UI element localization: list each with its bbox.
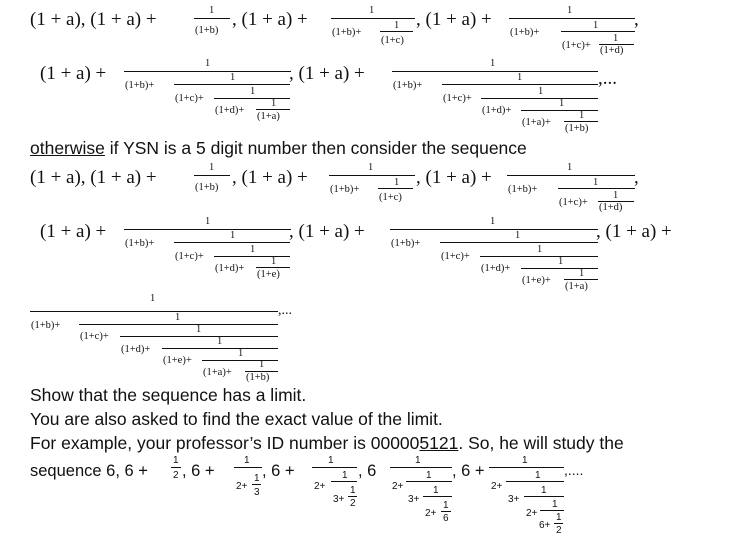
cf-term: (1+c)+ xyxy=(175,93,204,104)
cf-one: 1 xyxy=(209,5,215,16)
ex-one: 1 xyxy=(535,470,541,481)
ex-term: 2+ xyxy=(392,481,404,492)
cf-one: 1 xyxy=(209,162,215,173)
cf-one: 1 xyxy=(567,162,573,173)
cf-one: 1 xyxy=(238,348,244,359)
fraction-bar xyxy=(214,256,290,257)
cf-term: (1+b) xyxy=(246,372,270,383)
cf-one: 1 xyxy=(517,72,523,83)
fraction-bar xyxy=(561,31,635,32)
cf-one: 1 xyxy=(271,256,277,267)
fraction-bar xyxy=(507,175,635,176)
cf-term: (1+d)+ xyxy=(482,105,512,116)
fraction-bar xyxy=(540,510,564,511)
cf-one: 1 xyxy=(250,244,256,255)
fraction-bar xyxy=(380,31,413,32)
fraction-bar xyxy=(481,98,598,99)
underlined-word: otherwise xyxy=(30,138,105,158)
fraction-bar xyxy=(442,84,598,85)
fraction-bar xyxy=(256,109,290,110)
fraction-bar xyxy=(171,467,181,468)
ex-one: 1 xyxy=(254,473,260,484)
row1-text-1: (1 + a), (1 + a) + xyxy=(30,9,157,30)
fraction-bar xyxy=(252,484,261,485)
cf-term: (1+d)+ xyxy=(215,263,245,274)
ex-two: 2 xyxy=(173,470,179,481)
condition-rest: if YSN is a 5 digit number then consider the sequence xyxy=(104,138,527,158)
fraction-bar xyxy=(202,360,278,361)
cf-one: 1 xyxy=(559,98,565,109)
cf-term: (1+e) xyxy=(257,269,280,280)
fraction-bar xyxy=(390,229,598,230)
cf-term: (1+d)+ xyxy=(215,105,245,116)
fraction-bar xyxy=(441,511,451,512)
ex-one: 1 xyxy=(350,485,356,496)
fraction-bar xyxy=(174,242,290,243)
cf-one: 1 xyxy=(567,5,573,16)
fraction-bar xyxy=(30,311,278,312)
cf-one: 1 xyxy=(205,216,211,227)
cf-term: (1+b)+ xyxy=(393,80,423,91)
cf-term: (1+b) xyxy=(195,25,219,36)
row2-text-2: , (1 + a) + xyxy=(289,63,365,84)
fraction-bar xyxy=(331,481,357,482)
cf-one: 1 xyxy=(150,293,156,304)
fraction-bar xyxy=(564,121,598,122)
fraction-bar xyxy=(521,268,598,269)
cf-one: 1 xyxy=(271,98,277,109)
example-c4: , 6 + xyxy=(452,462,485,480)
professor-id: 5121 xyxy=(419,433,459,453)
cf-term: (1+b) xyxy=(195,182,219,193)
cf-term: (1+b)+ xyxy=(125,238,155,249)
fraction-bar xyxy=(256,267,290,268)
fraction-bar xyxy=(214,98,290,99)
row4-text-2: , (1 + a) + xyxy=(289,221,365,242)
cf-term: (1+b)+ xyxy=(31,320,61,331)
fraction-bar xyxy=(524,496,564,497)
cf-term: (1+b)+ xyxy=(508,184,538,195)
example-c1: , 6 + xyxy=(182,462,215,480)
cf-one: 1 xyxy=(394,177,400,188)
fraction-bar xyxy=(564,279,598,280)
ex-term: 3+ xyxy=(408,494,420,505)
ex-one: 1 xyxy=(244,455,250,466)
fraction-bar xyxy=(390,467,452,468)
fraction-bar xyxy=(509,18,635,19)
instruction-line-3 xyxy=(30,433,624,454)
cf-term: (1+d)+ xyxy=(481,263,511,274)
cf-one: 1 xyxy=(593,20,599,31)
cf-one: 1 xyxy=(490,58,496,69)
ex-one: 1 xyxy=(173,455,179,466)
cf-one: 1 xyxy=(196,324,202,335)
cf-one: 1 xyxy=(230,72,236,83)
ex-one: 1 xyxy=(426,470,432,481)
fraction-bar xyxy=(440,242,598,243)
fraction-bar xyxy=(329,175,415,176)
ex-term: 3+ xyxy=(508,494,520,505)
cf-term: (1+c) xyxy=(381,35,404,46)
cf-one: 1 xyxy=(538,86,544,97)
cf-one: 1 xyxy=(593,177,599,188)
fraction-bar xyxy=(554,523,563,524)
ex-term: 6+ xyxy=(539,520,551,531)
fraction-bar xyxy=(124,229,291,230)
fraction-bar xyxy=(506,481,564,482)
ex-term: 2+ xyxy=(314,481,326,492)
cf-one: 1 xyxy=(515,230,521,241)
fraction-bar xyxy=(392,71,598,72)
ex-one: 1 xyxy=(522,455,528,466)
row3-text-3: , (1 + a) + xyxy=(416,167,492,188)
cf-one: 1 xyxy=(579,110,585,121)
row1-text-4: , xyxy=(634,9,639,30)
row1-text-3: , (1 + a) + xyxy=(416,9,492,30)
cf-term: (1+a) xyxy=(257,111,280,122)
fraction-bar xyxy=(120,336,278,337)
fraction-bar xyxy=(162,348,278,349)
cf-term: (1+a)+ xyxy=(522,117,551,128)
condition-sentence xyxy=(30,138,527,159)
ex-one: 1 xyxy=(541,485,547,496)
cf-term: (1+c)+ xyxy=(443,93,472,104)
fraction-bar xyxy=(348,496,357,497)
line3-post: . So, he will study the xyxy=(458,433,624,453)
cf-one: 1 xyxy=(558,256,564,267)
row3-text-1: (1 + a), (1 + a) + xyxy=(30,167,157,188)
ex-one: 1 xyxy=(552,499,558,510)
fraction-bar xyxy=(312,467,357,468)
ex-three: 3 xyxy=(254,487,260,498)
cf-one: 1 xyxy=(613,33,619,44)
example-c3: , 6 xyxy=(358,462,377,480)
cf-one: 1 xyxy=(613,190,619,201)
cf-term: (1+c)+ xyxy=(559,197,588,208)
line3-pre: For example, your professor’s ID number is 00000 xyxy=(30,433,420,453)
cf-term: (1+b)+ xyxy=(330,184,360,195)
ex-term: 3+ xyxy=(333,494,345,505)
fraction-bar xyxy=(423,496,452,497)
fraction-bar xyxy=(558,188,635,189)
row5-text-1: ,... xyxy=(278,303,292,318)
ex-term: 2+ xyxy=(526,508,538,519)
cf-term: (1+c)+ xyxy=(441,251,470,262)
fraction-bar xyxy=(234,467,262,468)
cf-term: (1+b)+ xyxy=(510,27,540,38)
cf-one: 1 xyxy=(537,244,543,255)
cf-one: 1 xyxy=(250,86,256,97)
cf-term: (1+b)+ xyxy=(332,27,362,38)
ex-two: 2 xyxy=(350,498,356,509)
example-c5: ,.... xyxy=(564,462,584,478)
cf-term: (1+b)+ xyxy=(125,80,155,91)
ex-six: 6 xyxy=(443,513,449,524)
cf-one: 1 xyxy=(205,58,211,69)
row2-text-1: (1 + a) + xyxy=(40,63,107,84)
ex-one: 1 xyxy=(328,455,334,466)
fraction-bar xyxy=(489,467,564,468)
cf-one: 1 xyxy=(490,216,496,227)
fraction-bar xyxy=(331,18,415,19)
ex-one: 1 xyxy=(556,512,562,523)
fraction-bar xyxy=(406,481,452,482)
instruction-line-2: You are also asked to find the exact value of the limit. xyxy=(30,409,443,429)
ex-one: 1 xyxy=(433,485,439,496)
ex-one: 1 xyxy=(443,500,449,511)
row1-text-2: , (1 + a) + xyxy=(232,9,308,30)
cf-one: 1 xyxy=(368,162,374,173)
cf-term: (1+e)+ xyxy=(522,275,551,286)
cf-term: (1+a)+ xyxy=(203,367,232,378)
cf-one: 1 xyxy=(394,20,400,31)
cf-term: (1+d) xyxy=(600,45,624,56)
cf-term: (1+d) xyxy=(599,202,623,213)
fraction-bar xyxy=(174,84,290,85)
ex-one: 1 xyxy=(342,470,348,481)
ex-one: 1 xyxy=(415,455,421,466)
cf-one: 1 xyxy=(579,268,585,279)
cf-term: (1+b) xyxy=(565,123,589,134)
fraction-bar xyxy=(194,175,230,176)
cf-term: (1+c)+ xyxy=(562,40,591,51)
ex-two: 2 xyxy=(556,525,562,536)
instruction-line-1: Show that the sequence has a limit. xyxy=(30,385,307,405)
ex-term: 2+ xyxy=(236,481,248,492)
row3-text-4: , xyxy=(634,167,639,188)
ex-term: 2+ xyxy=(491,481,503,492)
cf-one: 1 xyxy=(259,359,265,370)
ex-term: 2+ xyxy=(425,508,437,519)
cf-term: (1+a) xyxy=(565,281,588,292)
cf-term: (1+c)+ xyxy=(80,331,109,342)
cf-term: (1+e)+ xyxy=(163,355,192,366)
row4-text-1: (1 + a) + xyxy=(40,221,107,242)
example-c2: , 6 + xyxy=(262,462,295,480)
cf-one: 1 xyxy=(369,5,375,16)
fraction-bar xyxy=(194,18,230,19)
cf-term: (1+c)+ xyxy=(175,251,204,262)
cf-one: 1 xyxy=(175,312,181,323)
fraction-bar xyxy=(79,324,278,325)
cf-one: 1 xyxy=(230,230,236,241)
row2-text-3: ,... xyxy=(598,68,617,89)
fraction-bar xyxy=(521,110,598,111)
cf-one: 1 xyxy=(217,336,223,347)
row3-text-2: , (1 + a) + xyxy=(232,167,308,188)
cf-term: (1+c) xyxy=(379,192,402,203)
fraction-bar xyxy=(124,71,291,72)
fraction-bar xyxy=(378,188,413,189)
cf-term: (1+d)+ xyxy=(121,344,151,355)
example-lead: sequence 6, 6 + xyxy=(30,462,148,480)
row4-text-3: , (1 + a) + xyxy=(596,221,672,242)
cf-term: (1+b)+ xyxy=(391,238,421,249)
fraction-bar xyxy=(480,256,598,257)
